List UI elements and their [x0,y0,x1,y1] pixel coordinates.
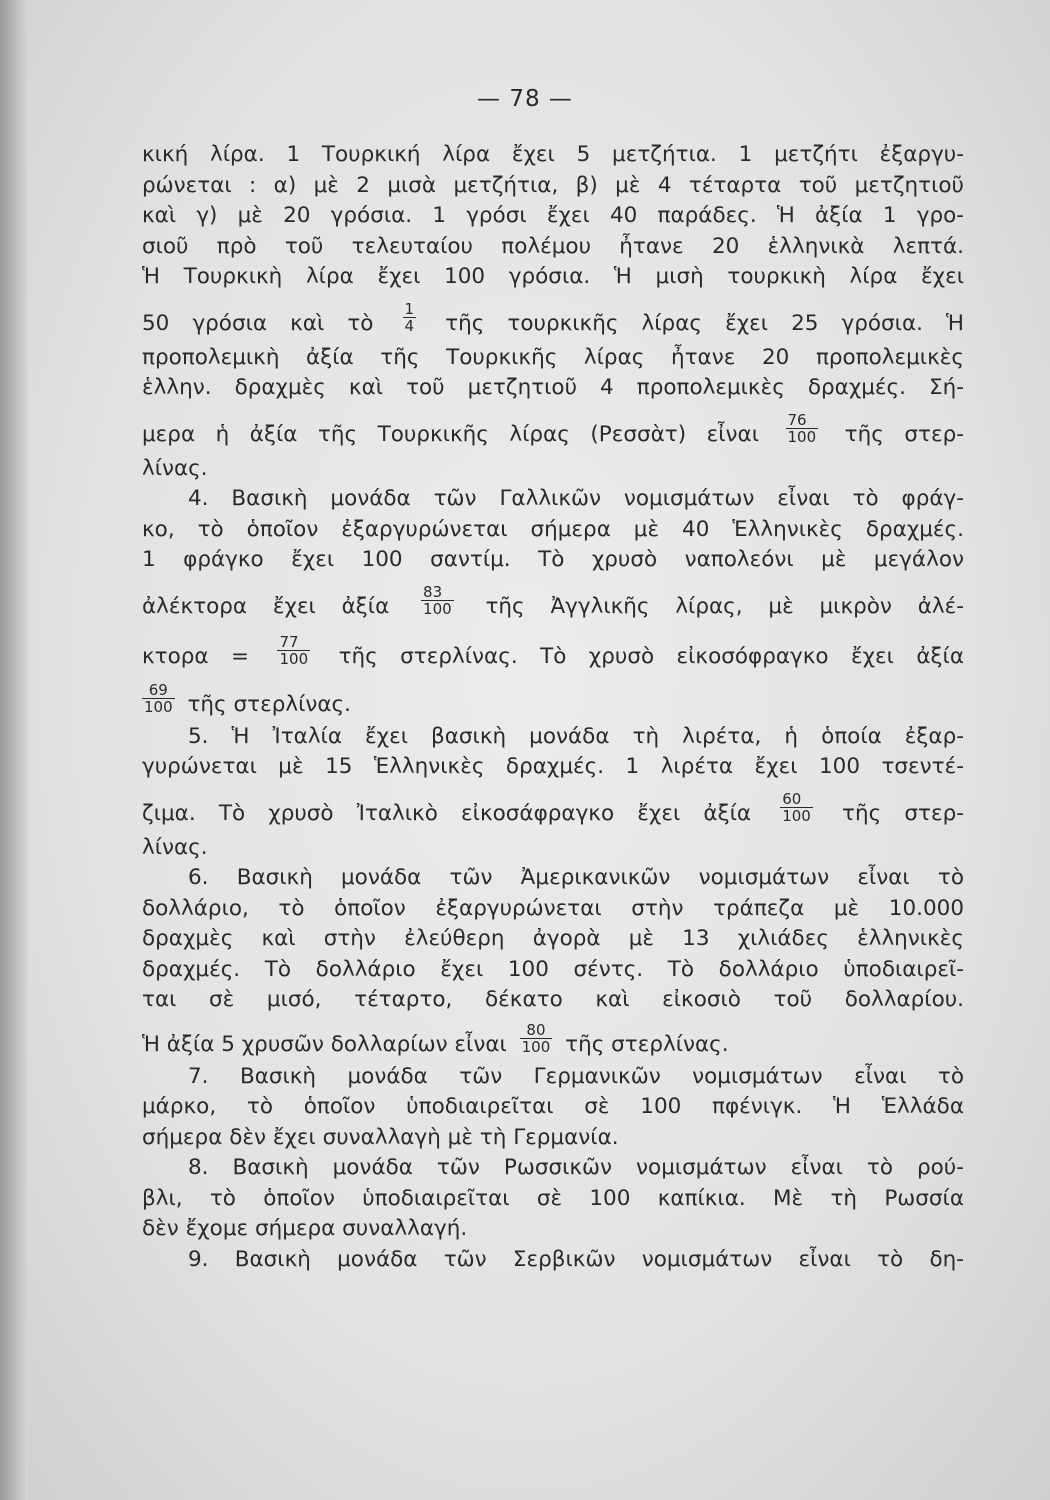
text-segment: τῆς στερλίνας. Τὸ χρυσὸ εἰκοσόφραγκο ἔχει ἀξία [338,643,964,669]
text-segment: τῆς Ἀγγλικῆς λίρας, μὲ μικρὸν ἀλέ- [485,593,964,619]
text-line: λίνας. [142,455,208,481]
paragraph-start: 5. Ἡ Ἰταλία ἔχει βασικὴ μονάδα τὴ λιρέτα, ἡ ὁποία ἐξαρ- [188,723,964,749]
fraction-numerator: 80 [520,1022,553,1039]
text-segment: τῆς στερλίνας. [187,691,351,717]
fraction-ressat [786,412,819,445]
fraction-numerator: 69 [142,682,175,699]
text-line: ρώνεται : α) μὲ 2 μισὰ μετζήτια, β) μὲ 4 τέταρτα τοῦ μετζητιοῦ [142,172,964,198]
text-line: δραχμὲς καὶ στὴν ἐλεύθερη ἀγορὰ μὲ 13 χιλιάδες ἑλληνικὲς [142,926,964,951]
text-line: γυρώνεται μὲ 15 Ἑλληνικὲς δραχμές. 1 λιρέτα ἔχει 100 τσεντέ- [142,754,964,779]
text-line-with-fraction [142,576,964,626]
text-line: βλι, τὸ ὁποῖον ὑποδιαιρεῖται σὲ 100 καπίκια. Μὲ τὴ Ρωσσία [142,1185,964,1211]
fraction-denominator: 100 [521,1038,551,1056]
fraction-denominator: 100 [787,428,817,446]
text-line: ται σὲ μισό, τέταρτο, δέκατο καὶ εἰκοσιὸ τοῦ δολλαρίου. [142,987,964,1012]
fraction-numerator: 1 [404,300,415,318]
text-segment: τῆς στερ- [842,800,964,826]
text-segment: ζιμα. Τὸ χρυσὸ Ἰταλικὸ εἰκοσάφραγκο ἔχει ἀξία [142,800,752,826]
body-text [142,140,964,1275]
text-line: δὲν ἔχομε σήμερα συναλλαγή. [142,1216,468,1241]
text-line-with-fraction [142,676,964,722]
fraction-quarter [403,301,417,334]
paragraph-start: 6. Βασικὴ μονάδα τῶν Ἀμερικανικῶν νομισμάτων εἶναι τὸ [188,865,964,890]
paragraph-start: 7. Βασικὴ μονάδα τῶν Γερμανικῶν νομισμάτων εἶναι τὸ [188,1063,964,1089]
text-line: σιοῦ πρὸ τοῦ τελευταίου πολέμου ἦτανε 20 ἑλληνικὰ λεπτά. [142,233,964,259]
fraction-denominator: 100 [423,600,452,618]
text-segment: 50 γρόσια καὶ τὸ [142,310,374,336]
text-line: προπολεμικὴ ἀξία τῆς Τουρκικῆς λίρας ἦτανε 20 προπολεμικὲς [142,344,964,370]
text-segment: μερα ἡ ἀξία τῆς Τουρκικῆς λίρας (Ρεσσὰτ) εἶναι [142,421,759,447]
text-segment: κτορα = [142,643,250,669]
fraction-denominator: 100 [144,698,173,716]
fraction-napoleon-small [277,634,310,667]
fraction-numerator: 76 [786,412,819,429]
fraction-napoleon-big [421,584,454,617]
text-line-with-fraction [142,404,964,454]
text-line: λίνας. [142,834,208,860]
text-line: 1 φράγκο ἔχει 100 σαντίμ. Τὸ χρυσὸ ναπολεόνι μὲ μεγάλον [142,547,964,572]
text-segment: τῆς στερλίνας. [565,1031,729,1057]
fraction-numerator: 60 [780,791,813,808]
paragraph-start: 8. Βασικὴ μονάδα τῶν Ρωσσικῶν νομισμάτων εἶναι τὸ ρού- [188,1155,964,1180]
text-segment: τῆς στερ- [844,421,964,447]
text-line: καὶ γ) μὲ 20 γρόσια. 1 γρόσι ἔχει 40 παράδες. Ἡ ἀξία 1 γρο- [142,203,964,228]
text-line: κική λίρα. 1 Τουρκική λίρα ἔχει 5 μετζήτια. 1 μετζήτι ἐξαργυ- [142,142,964,167]
fraction-five-dollars [520,1022,553,1055]
text-line-with-fraction [142,1016,964,1062]
fraction-numerator: 83 [421,584,454,601]
text-segment: τῆς τουρκικῆς λίρας ἔχει 25 γρόσια. Ἡ [445,310,965,336]
paragraph-start: 4. Βασικὴ μονάδα τῶν Γαλλικῶν νομισμάτων εἶναι τὸ φράγ- [188,486,964,511]
text-line: Ἡ Τουρκικὴ λίρα ἔχει 100 γρόσια. Ἡ μισὴ τουρκικὴ λίρα ἔχει [142,264,964,289]
text-line: κο, τὸ ὁποῖον ἐξαργυρώνεται σήμερα μὲ 40 Ἑλληνικὲς δραχμές. [142,516,964,542]
text-line-with-fraction [142,626,964,676]
text-line: σήμερα δὲν ἔχει συναλλαγὴ μὲ τὴ Γερμανία. [142,1124,619,1150]
paragraph-start: 9. Βασικὴ μονάδα τῶν Σερβικῶν νομισμάτων εἶναι τὸ δη- [188,1246,964,1272]
fraction-denominator: 100 [279,650,309,668]
fraction-twenty-franc [142,682,175,715]
text-line: δολλάριο, τὸ ὁποῖον ἐξαργυρώνεται στὴν τράπεζα μὲ 10.000 [142,895,964,921]
fraction-italian-twenty [780,791,813,824]
text-line: μάρκο, τὸ ὁποῖον ὑποδιαιρεῖται σὲ 100 πφένιγκ. Ἡ Ἑλλάδα [142,1094,964,1119]
page-number: — 78 — [477,86,573,112]
text-segment: Ἡ ἀξία 5 χρυσῶν δολλαρίων εἶναι [142,1031,507,1057]
text-line: ἑλλην. δραχμὲς καὶ τοῦ μετζητιοῦ 4 προπολεμικὲς δραχμές. Σή- [142,375,964,400]
text-segment: ἀλέκτορα ἔχει ἀξία [142,593,390,619]
fraction-numerator: 77 [277,634,310,651]
page-edge-shadow [0,0,28,1500]
text-line: δραχμές. Τὸ δολλάριο ἔχει 100 σέντς. Τὸ δολλάριο ὑποδιαιρεῖ- [142,956,964,982]
text-line-with-fraction [142,293,964,343]
text-line-with-fraction [142,783,964,833]
fraction-denominator: 100 [782,807,811,825]
fraction-denominator: 4 [404,317,415,335]
